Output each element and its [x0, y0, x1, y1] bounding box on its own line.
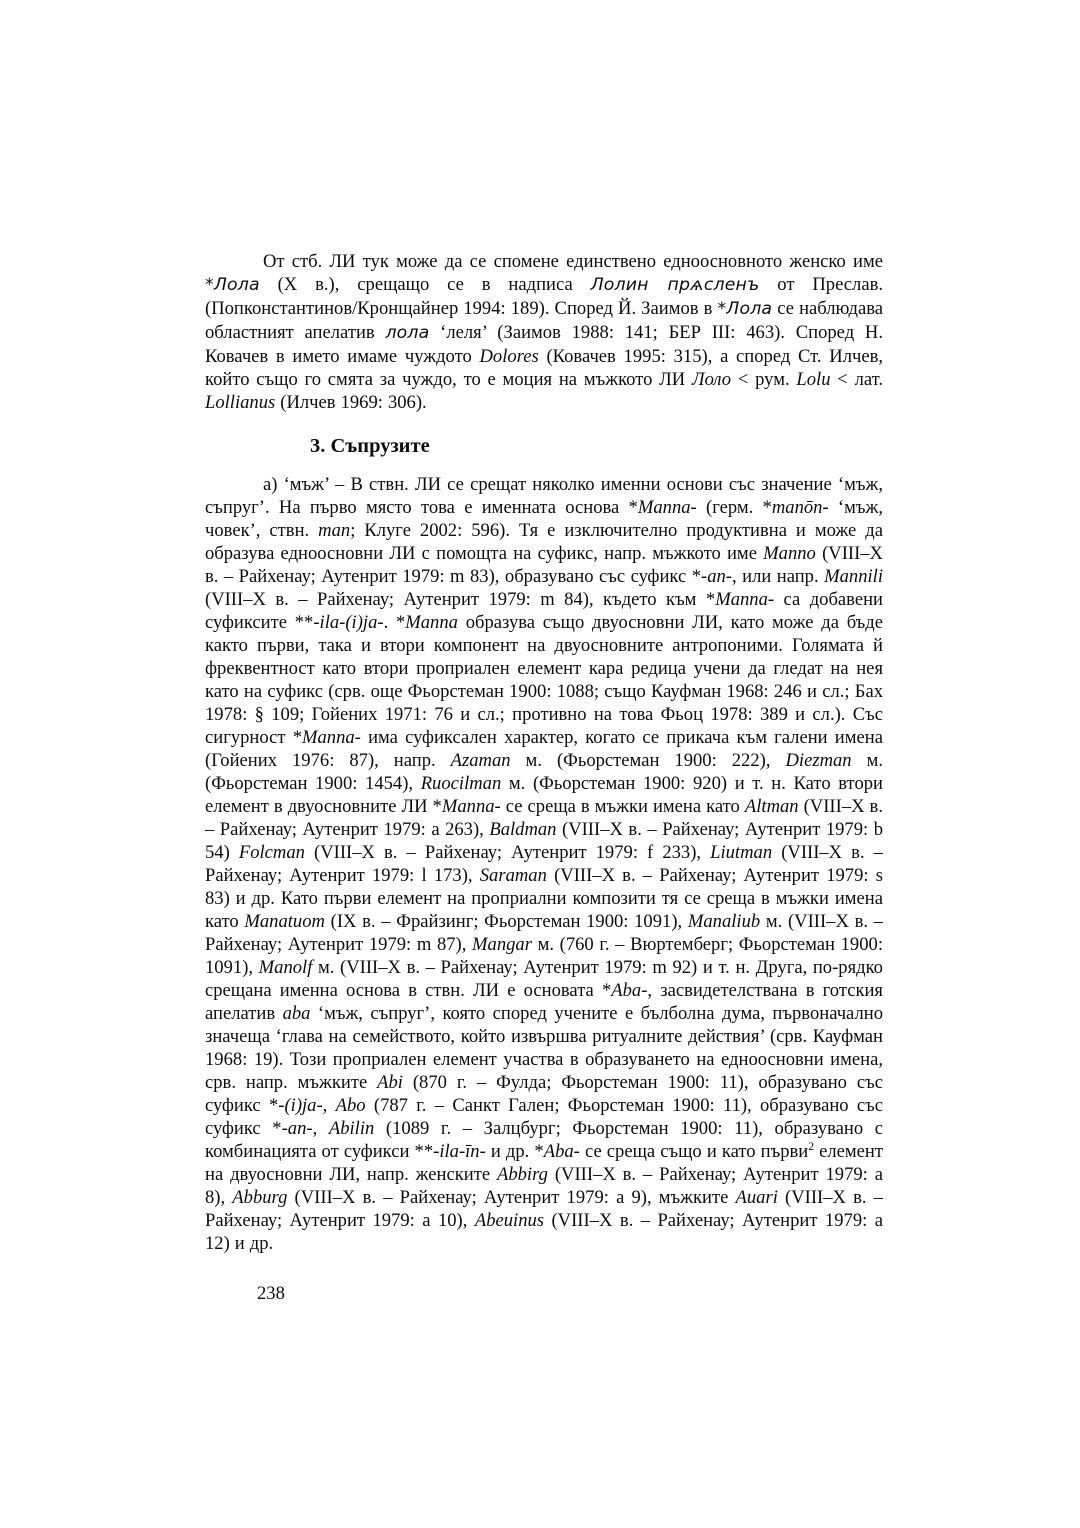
- text-run: Aba-: [611, 980, 648, 1001]
- text-run: Lollianus: [205, 392, 276, 413]
- text-run: Liutman: [710, 842, 773, 863]
- text-run: (VIII–X в. – Райхенау; Аутенрит 1979: a 263),: [205, 796, 883, 840]
- text-run: От стб. ЛИ тук може да се спомене единствено едноосновното женско име: [263, 251, 883, 272]
- paragraph-main: [205, 473, 883, 1255]
- text-run: има суфиксален характер, когато се прикача към галени имена (Гойених 1976: 87), напр.: [205, 727, 883, 771]
- page-number: 238: [257, 1283, 285, 1304]
- text-run: (Илчев 1969: 306).: [275, 392, 427, 413]
- text-run: се среща също и като първи: [579, 1141, 809, 1162]
- text-run: Aba-: [543, 1141, 580, 1162]
- text-run: Auari: [735, 1187, 778, 1208]
- text-run: (VIII–X в. – Райхенау; Аутенрит 1979: l 173),: [205, 842, 883, 886]
- text-run: Abbirg: [496, 1164, 548, 1185]
- text-run: Saraman: [479, 865, 547, 886]
- text-run: Abo: [335, 1095, 366, 1116]
- text-run: се среща в мъжки имена като: [500, 796, 745, 817]
- text-run: м. (760 г. – Вюртемберг; Фьорстеман 1900: 1091),: [205, 934, 883, 978]
- text-run: (VIII–X в. – Райхенау; Аутенрит 1979: b 54): [205, 819, 883, 863]
- text-run: (IX в. – Фрайзинг; Фьорстеман 1900: 1091),: [324, 911, 688, 932]
- section-heading: 3. Съпрузите: [310, 435, 430, 457]
- text-run: (VIII–X в. – Райхенау; Аутенрит 1979: f 233),: [304, 842, 711, 863]
- text-run: а) ‘мъж’ – В ствн. ЛИ се срещат няколко именни основи със значение ‘мъж, съпруг’. На първо място това е именната основа *: [205, 474, 883, 518]
- text-run: ,: [322, 1095, 336, 1116]
- text-run: м. (VIII–X в. – Райхенау; Аутенрит 1979: m 92) и т. н. Друга, по-рядко срещана именна основа в ствн. ЛИ е основата *: [205, 957, 883, 1001]
- text-run: *Лола: [717, 299, 773, 319]
- text-run: Abilin: [328, 1118, 375, 1139]
- text-run: и др. *: [485, 1141, 544, 1162]
- text-run: м. (VIII–X в. – Райхенау; Аутенрит 1979: m 87),: [205, 911, 883, 955]
- text-run: Manno: [763, 543, 816, 564]
- paragraph-intro: [205, 250, 883, 414]
- text-run: Лоло: [692, 369, 732, 390]
- text-run: -ila-(i)ja-: [313, 612, 384, 633]
- text-run: ; Клуге 2002: 596). Тя е изключително продуктивна и може да образува едноосновни ЛИ с помощта на суфикс, напр. мъжкото име: [205, 520, 883, 564]
- text-run: образува също двуосновни ЛИ, като може да бъде както първи, така и втори компонент на двуосновните антропоними. Голямата й фреквентност като втори проприален елемент кара редица учени да гледат на нея като на суфикс (срв. още Фьорстеман 1900: 1088; също Кауфман 1968: 246 и сл.; Бах 1978: § 109; Гойених 1971: 76 и сл.; противно на това Фьоц 1978: 389 и сл.). Със сигурност *: [205, 612, 884, 748]
- text-run: Abburg: [232, 1187, 288, 1208]
- text-run: Baldman: [489, 819, 557, 840]
- text-run: (герм. *: [696, 497, 772, 518]
- text-run: (VIII–X в. – Райхенау; Аутенрит 1979: a 12) и др.: [205, 1210, 883, 1254]
- text-run: Altman: [744, 796, 799, 817]
- text-run: Manna-: [441, 796, 501, 817]
- text-run: Abeuinus: [474, 1210, 545, 1231]
- text-run: (VIII–X в. – Райхенау; Аутенрит 1979: a 8),: [205, 1164, 883, 1208]
- text-run: (VIII–X в. – Райхенау; Аутенрит 1979: m 84), където към *: [205, 589, 716, 610]
- text-run: , засвидетелствана в готския апелатив: [205, 980, 883, 1024]
- text-run: (787 г. – Санкт Гален; Фьорстеман 1900: 11), образувано със суфикс *: [205, 1095, 884, 1139]
- text-run: елемент на двуосновни ЛИ, напр. женските: [205, 1141, 883, 1185]
- text-run: Manna-: [715, 589, 775, 610]
- text-run: , или напр.: [732, 566, 825, 587]
- text-run: са добавени суфиксите **: [205, 589, 883, 633]
- text-run: Manatuom: [244, 911, 325, 932]
- text-run: Abi: [377, 1072, 403, 1093]
- text-run: -an-: [701, 566, 732, 587]
- text-run: м. (Фьорстеман 1900: 920) и т. н. Като втори елемент в двуосновните ЛИ *: [205, 773, 883, 817]
- text-run: -ila-īn-: [433, 1141, 486, 1162]
- text-run: (1089 г. – Залцбург; Фьорстеман 1900: 11), образувано с комбинацията от суфикси **: [205, 1118, 884, 1162]
- text-run: manōn-: [771, 497, 829, 518]
- text-run: -(i)ja-: [278, 1095, 323, 1116]
- text-run: aba: [282, 1003, 311, 1024]
- text-run: Diezman: [785, 750, 852, 771]
- text-run: Mangar: [472, 934, 532, 955]
- text-run: Manolf: [258, 957, 313, 978]
- text-run: Dolores: [479, 346, 539, 367]
- text-run: лола: [385, 323, 430, 343]
- text-run: (VIII–X в. – Райхенау; Аутенрит 1979: s 83) и др. Като първи елемент на проприални композити тя се среща в мъжки имена като: [205, 865, 883, 932]
- text-run: (VIII–X в. – Райхенау; Аутенрит 1979: a 9), мъжките: [287, 1187, 736, 1208]
- text-run: . *: [383, 612, 406, 633]
- text-run: ‘леля’ (Заимов 1988: 141; БЕР III: 463). Според Н. Ковачев в името имаме чуждото: [205, 322, 883, 367]
- text-run: < рум.: [731, 369, 797, 390]
- text-run: (870 г. – Фулда; Фьорстеман 1900: 11), образувано със суфикс *: [205, 1072, 883, 1116]
- text-run: се наблюдава областният апелатив: [205, 298, 884, 343]
- text-run: (X в.), срещащо се в надписа: [259, 274, 591, 295]
- text-run: ‘мъж, човек’, ствн.: [205, 497, 883, 541]
- text-run: -an-: [281, 1118, 313, 1139]
- text-run: (VIII–X в. – Райхенау; Аутенрит 1979: m 83), образувано със суфикс *: [205, 543, 883, 587]
- text-run: Lolu: [796, 369, 831, 390]
- text-run: ,: [312, 1118, 329, 1139]
- text-run: Azaman: [450, 750, 511, 771]
- text-run: м. (Фьорстеман 1900: 222),: [510, 750, 786, 771]
- text-run: от Преслав. (Попконстантинов/Кронщайнер 1994: 189). Според Й. Заимов в: [205, 274, 884, 319]
- text-run: Manaliub: [687, 911, 761, 932]
- text-run: ‘мъж, съпруг’, която според учените е бълболна дума, първоначално значеща ‘глава на семейството, който извършва ритуалните действия’ (срв. Кауфман 1968: 19). Този проприален елемент участва в образуването на едноосновни имена, срв. напр. мъжките: [205, 1003, 883, 1093]
- text-run: Mannili: [824, 566, 883, 587]
- text-run: Manna-: [637, 497, 697, 518]
- text-run: Manna: [405, 612, 458, 633]
- text-run: Folcman: [238, 842, 305, 863]
- text-run: man: [318, 520, 351, 541]
- text-run: < лат.: [830, 369, 884, 390]
- text-run: м. (Фьорстеман 1900: 1454),: [205, 750, 884, 794]
- text-run: Лолин прѧсленъ: [590, 275, 760, 295]
- text-block: [205, 250, 883, 1305]
- text-run: *Лола: [205, 275, 260, 295]
- text-run: Ruocilman: [420, 773, 502, 794]
- text-run: (VIII–X в. – Райхенау; Аутенрит 1979: a 10),: [205, 1187, 883, 1231]
- text-run: (Ковачев 1995: 315), а според Ст. Илчев, който също го смята за чуждо, то е моция на мъжкото ЛИ: [205, 346, 883, 390]
- text-run: Manna-: [302, 727, 361, 748]
- text-run: 2: [808, 1140, 815, 1153]
